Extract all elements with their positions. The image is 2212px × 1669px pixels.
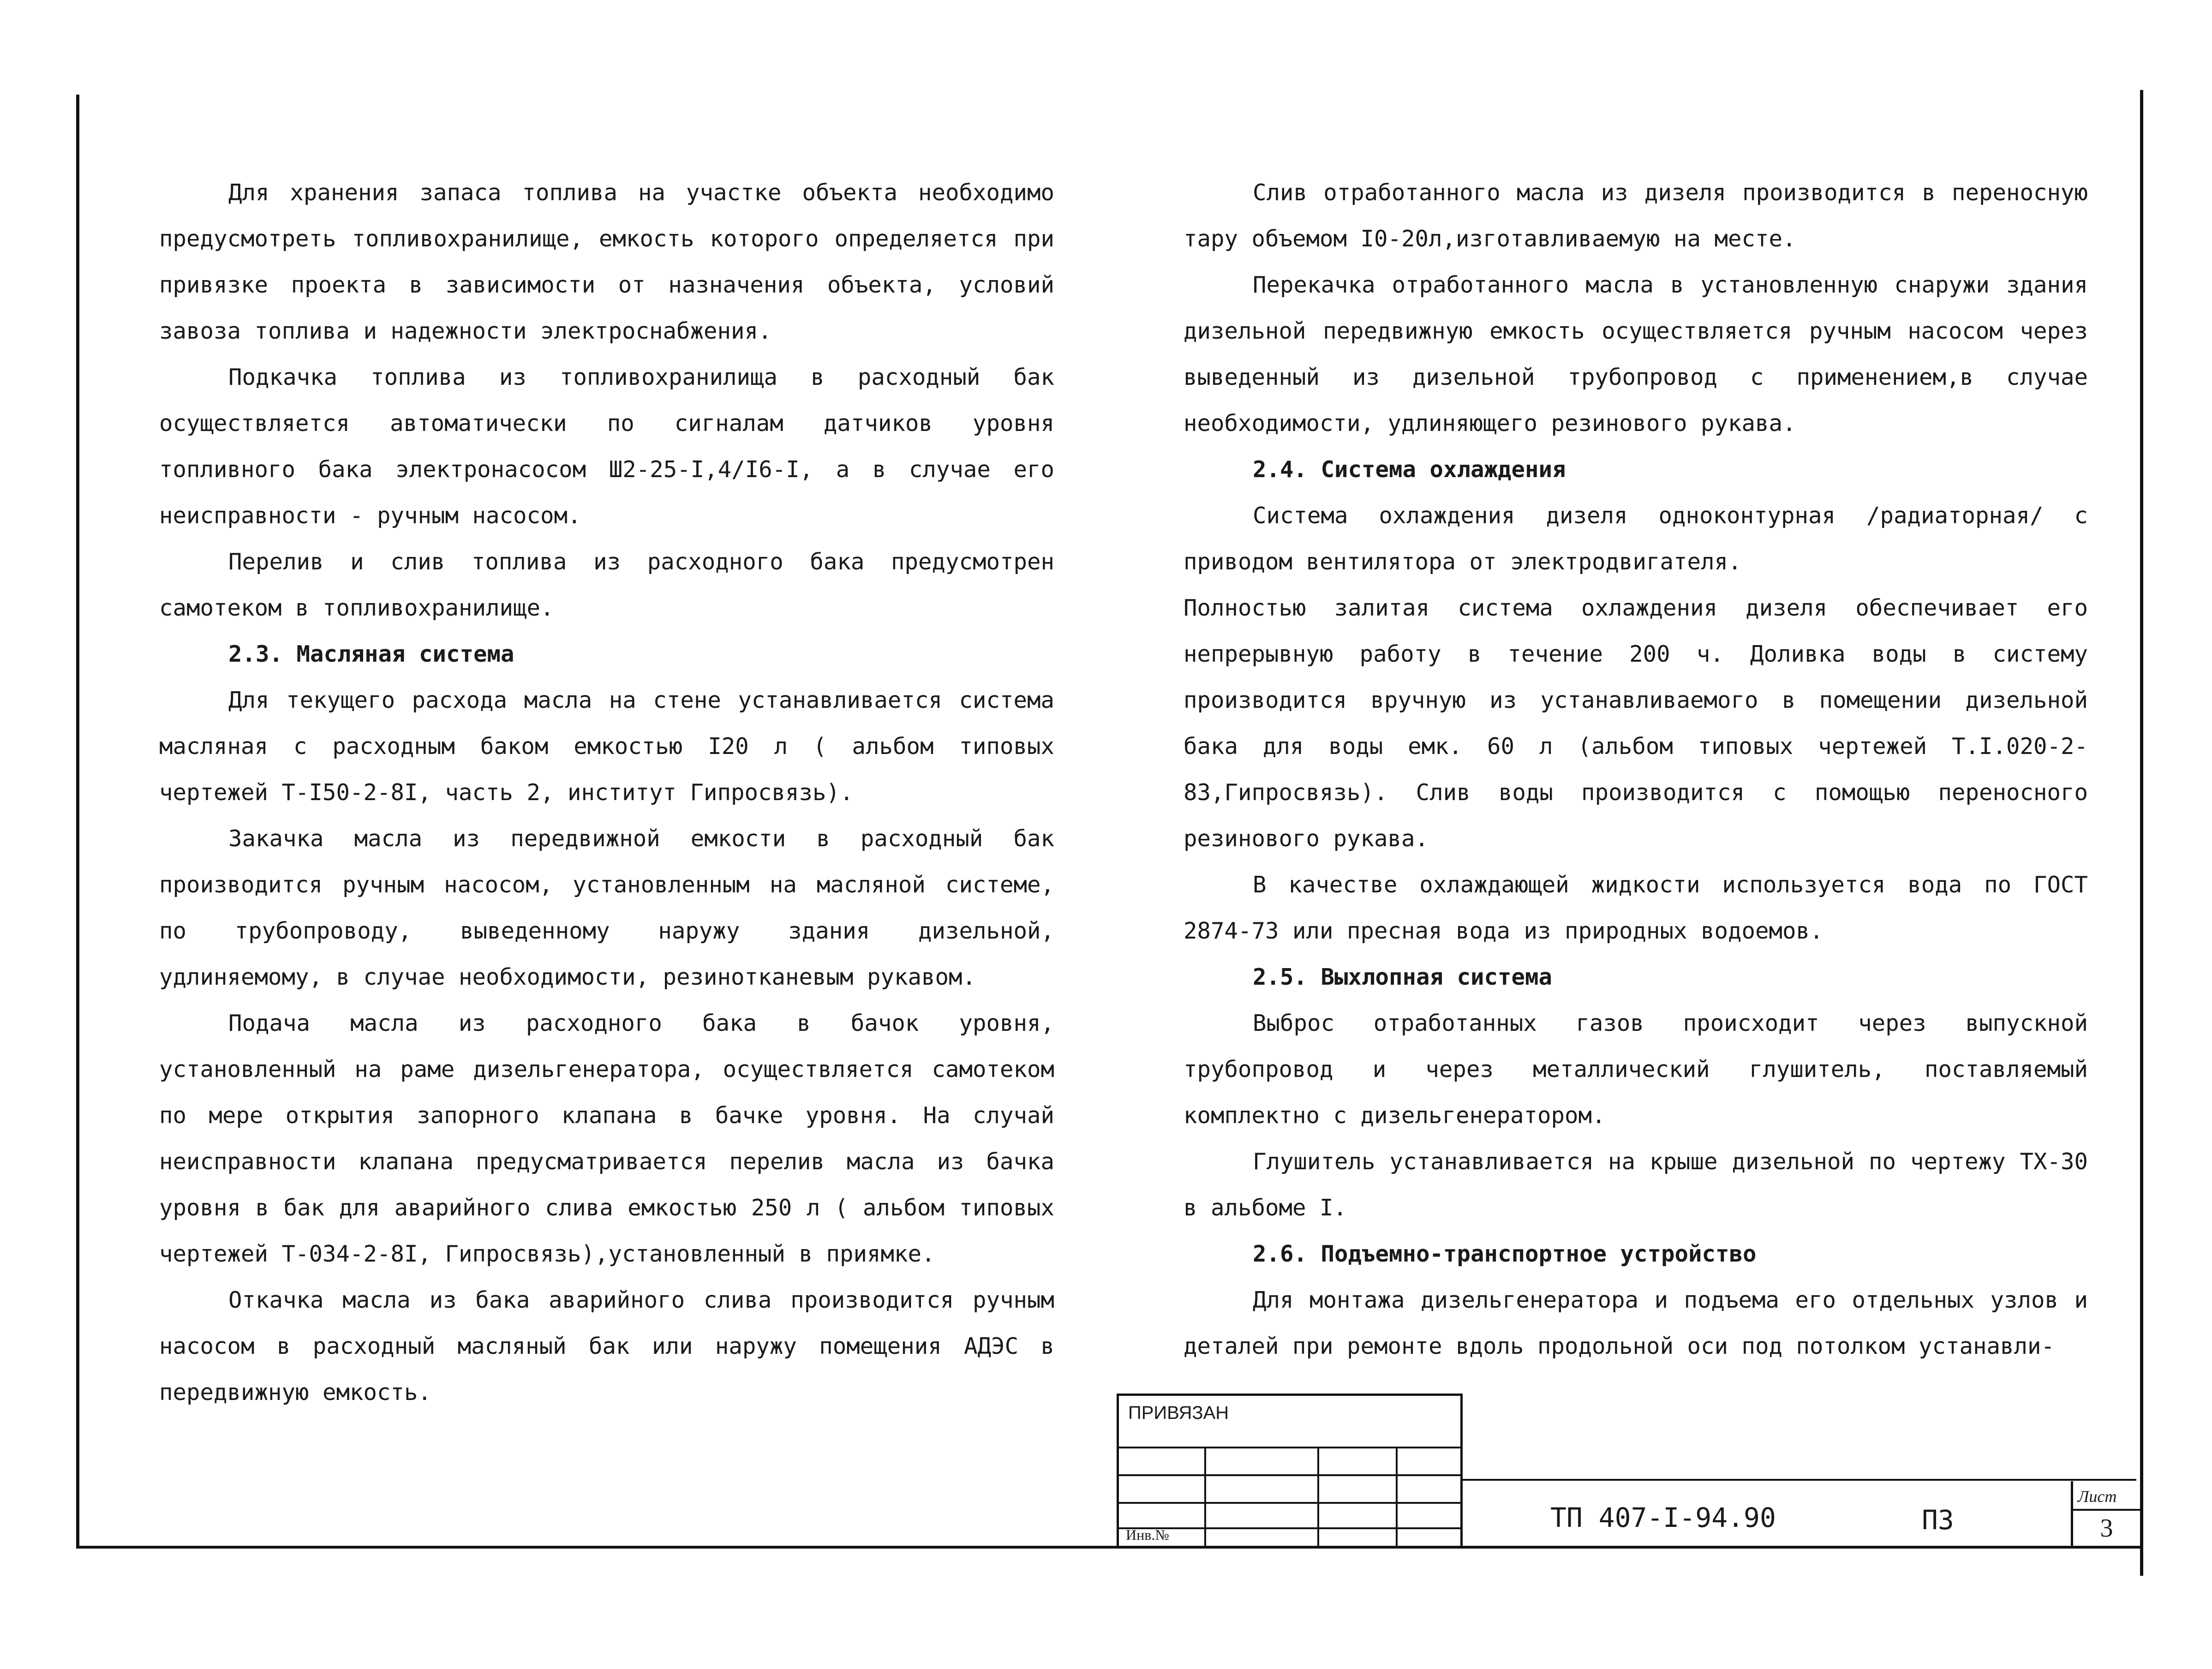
paragraph-lifting: Для монтажа дизельгенератора и подъема его отдельных узлов и деталей при ремонте вдоль продольной оси под потолком устанавли- xyxy=(1184,1287,2088,1359)
paragraph-oil-filling: Закачка масла из передвижной емкости в расходный бак производится ручным насосом, установленным на масляной системе, по трубопроводу, выведенному наружу здания дизельной, удлиняемому, в случае необходимости, резинотканевым рукавом. xyxy=(159,826,1054,990)
paragraph-oil-transfer: Перекачка отработанного масла в установленную снаружи здания дизельной передвижную емкость осуществляется ручным насосом через выведенный из дизельной трубопровод с применением,в случае необходимости, удлиняющего резинового рукава. xyxy=(1184,272,2088,437)
inventory-label: Инв.№ xyxy=(1126,1526,1169,1543)
heading-cooling-system: 2.4. Система охлаждения xyxy=(1253,456,1566,483)
title-block-top-line xyxy=(1463,1479,2136,1481)
paragraph-oil-drain: Слив отработанного масла из дизеля производится в переносную тару объемом I0-20л,изготавливаемую на месте. xyxy=(1184,179,2088,252)
attachment-stamp xyxy=(1117,1394,1463,1546)
stamp-row-line xyxy=(1119,1447,1460,1448)
right-text-column xyxy=(1184,170,2088,1370)
paragraph-coolant: В качестве охлаждающей жидкости используется вода по ГОСТ 2874-73 или пресная вода из природных водоемов. xyxy=(1184,872,2088,944)
section-code: ПЗ xyxy=(1922,1504,1954,1536)
document-code: ТП 407-I-94.90 xyxy=(1550,1502,1776,1533)
heading-exhaust-system: 2.5. Выхлопная система xyxy=(1253,964,1553,990)
paragraph-muffler: Глушитель устанавливается на крыше дизельной по чертежу ТХ-30 в альбоме I. xyxy=(1184,1149,2088,1221)
sheet-label: Лист xyxy=(2078,1487,2117,1506)
heading-oil-system: 2.3. Масляная система xyxy=(228,641,514,667)
stamp-col-line xyxy=(1317,1447,1319,1546)
paragraph-exhaust: Выброс отработанных газов происходит через выпускной трубопровод и через металлический глушитель, поставляемый комплектно с дизельгенератором. xyxy=(1184,1010,2088,1129)
attached-label: ПРИВЯЗАН xyxy=(1128,1403,1229,1423)
paragraph-oil-emergency-drain: Откачка масла из бака аварийного слива производится ручным насосом в расходный масляный бак или наружу помещения АДЭС в передвижную емкость. xyxy=(159,1287,1054,1406)
frame-right-border xyxy=(2140,90,2143,1576)
paragraph-cooling-type: Система охлаждения дизеля одноконтурная /радиаторная/ с приводом вентилятора от электродвигателя. xyxy=(1184,502,2088,575)
sheet-number: 3 xyxy=(2100,1514,2113,1543)
stamp-row-line xyxy=(1119,1474,1460,1476)
left-text-column xyxy=(159,170,1054,1416)
paragraph-fuel-overflow: Перелив и слив топлива из расходного бака предусмотрен самотеком в топливохранилище. xyxy=(159,549,1054,621)
sheet-box-divider xyxy=(2073,1509,2140,1511)
paragraph-fuel-pumping: Подкачка топлива из топливохранилища в расходный бак осуществляется автоматически по сигналам датчиков уровня топливного бака электронасосом Ш2-25-I,4/I6-I, а в случае его неисправности - ручным насосом. xyxy=(159,364,1054,529)
paragraph-fuel-storage: Для хранения запаса топлива на участке объекта необходимо предусмотреть топливохранилище, емкость которого определяется при привязке проекта в зависимости от назначения объекта, условий завоза топлива и надежности электроснабжения. xyxy=(159,179,1054,344)
stamp-row-line xyxy=(1119,1527,1460,1529)
stamp-col-line xyxy=(1396,1447,1398,1546)
paragraph-oil-supply: Подача масла из расходного бака в бачок уровня, установленный на раме дизельгенератора, осуществляется самотеком по мере открытия запорного клапана в бачке уровня. На случай неисправности клапана предусматривается перелив масла из бачка уровня в бак для аварийного слива емкостью 250 л ( альбом типовых чертежей Т-034-2-8I, Гипросвязь),установленный в приямке. xyxy=(159,1010,1054,1267)
stamp-row-line xyxy=(1119,1502,1460,1504)
stamp-col-line xyxy=(1204,1447,1206,1546)
heading-lifting-device: 2.6. Подъемно-транспортное устройство xyxy=(1253,1241,1757,1267)
frame-left-border xyxy=(76,95,79,1548)
paragraph-oil-system: Для текущего расхода масла на стене устанавливается система масляная с расходным баком емкостью I20 л ( альбом типовых чертежей Т-I50-2-8I, часть 2, институт Гипросвязь). xyxy=(159,687,1054,806)
frame-bottom-border xyxy=(76,1546,2143,1549)
sheet-number-box xyxy=(2071,1481,2140,1546)
paragraph-cooling-operation: Полностью залитая система охлаждения дизеля обеспечивает его непрерывную работу в течение 200 ч. Доливка воды в систему производится вручную из устанавливаемого в помещении дизельной бака для воды емк. 60 л (альбом типовых чертежей Т.I.020-2-83,Гипросвязь). Слив воды производится с помощью переносного резинового рукава. xyxy=(1184,595,2088,852)
